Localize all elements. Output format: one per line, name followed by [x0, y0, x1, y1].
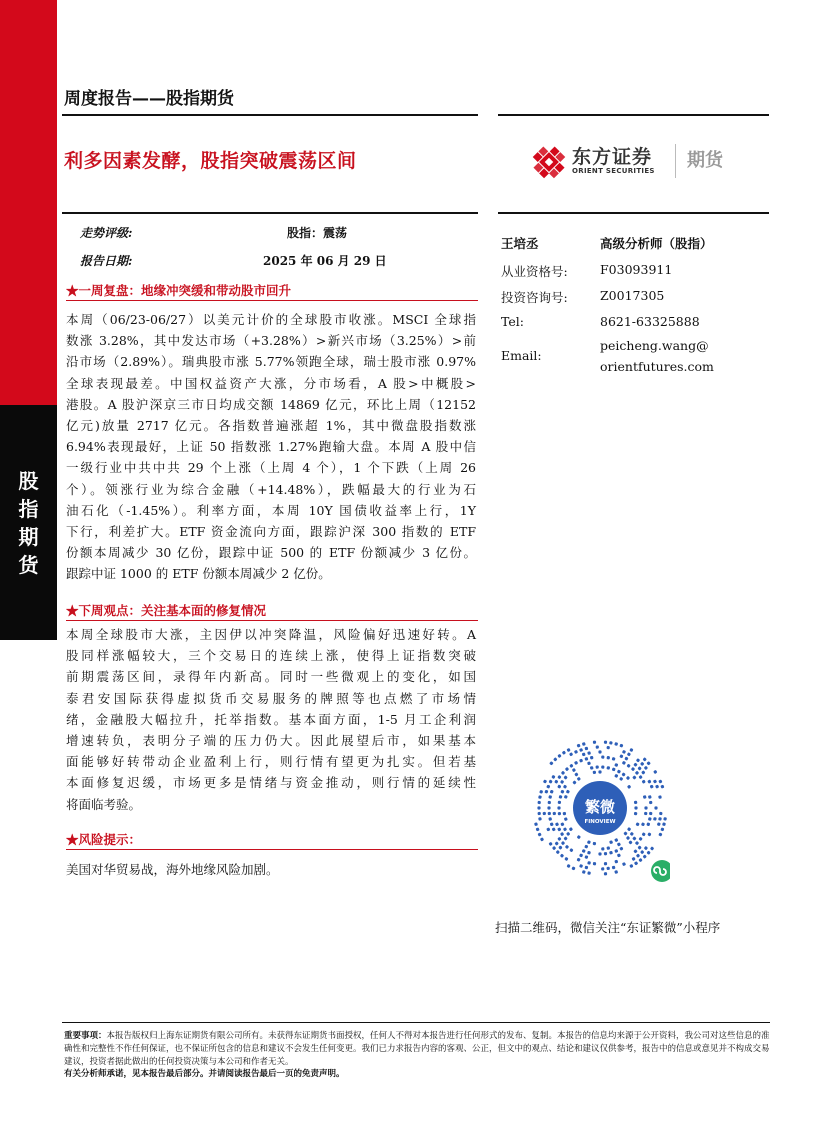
- qr-dot: [566, 832, 571, 837]
- qr-dot: [650, 846, 654, 850]
- review-title: ★一周复盘：地缘冲突缓和带动股市回升: [66, 283, 292, 298]
- qr-dot: [574, 772, 578, 776]
- qr-dot: [548, 817, 552, 821]
- qr-dot: [548, 812, 552, 816]
- qr-dot: [622, 761, 626, 765]
- qr-dot: [609, 851, 613, 855]
- qr-dot: [647, 832, 651, 836]
- qr-caption: 扫描二维码，微信关注“东证繁微”小程序: [495, 920, 721, 935]
- qr-dot: [552, 846, 557, 851]
- qr-dot: [534, 822, 538, 826]
- qr-dot: [647, 779, 651, 783]
- qr-dot: [627, 752, 631, 756]
- qr-dot: [619, 754, 623, 758]
- qr-dot: [560, 790, 564, 794]
- logo-divider: [675, 144, 676, 178]
- review-line: 份额本周减少 30 亿份，跟踪中证 500 的 ETF 份额减少 3 亿份。: [66, 545, 476, 561]
- qr-dot: [539, 790, 543, 794]
- qr-dot: [658, 817, 662, 821]
- qr-dot: [623, 831, 628, 836]
- sidebar-char: 股: [18, 468, 39, 493]
- outlook-line: 绪，金融股大幅拉升，托举指数。基本面方面，1-5 月工企利润: [66, 711, 476, 727]
- qr-dot: [619, 744, 623, 748]
- qr-dot: [632, 775, 637, 780]
- qr-dot: [548, 842, 552, 846]
- qr-dot: [584, 757, 588, 761]
- qr-dot: [577, 777, 581, 781]
- qr-dot: [557, 754, 561, 758]
- qr-dot: [641, 770, 646, 775]
- review-line: 港股。A 股沪深京三市日均成交额 14869 亿元，环比上周（12152: [66, 396, 476, 412]
- review-line: 6.94%表现最好，上证 50 指数涨 1.27%跑输大盘。本周 A 股中信: [66, 439, 476, 455]
- qr-dot: [646, 822, 650, 826]
- qr-dot: [658, 779, 662, 783]
- outlook-line: 增速转负，表明分子端的压力仍大。因此展望后市，如果基本: [66, 733, 476, 749]
- review-line: 数涨 3.28%，其中发达市场（+3.28%）>新兴市场（3.25%）>前: [66, 333, 476, 349]
- analyst-commitment-note: 有关分析师承诺，见本报告最后部分。并请阅读报告最后一页的免责声明。: [64, 1069, 345, 1079]
- outlook-line: 泰君安国际获得虚拟货币交易服务的牌照等也点燃了市场情: [66, 690, 476, 706]
- qr-dot: [590, 756, 594, 760]
- qr-dot: [629, 864, 633, 868]
- qr-dot: [538, 817, 542, 821]
- qr-dot: [596, 745, 599, 748]
- qr-dot: [587, 861, 591, 865]
- qr-dot: [557, 827, 561, 831]
- qr-dot: [601, 867, 604, 870]
- review-line: 亿元)放量 2717 亿元。各指数普遍涨超 1%，其中微盘股指数涨: [66, 418, 476, 434]
- qr-dot: [563, 785, 567, 789]
- qr-dot: [543, 779, 547, 783]
- qr-dot: [551, 775, 555, 779]
- review-line: 一级行业中共中共 29 个上涨（上周 4 个），1 个下跌（上周 26: [66, 460, 476, 476]
- qr-dot: [579, 853, 583, 857]
- outlook-line: 本面修复迟缓，市场更多是情绪与资金推动，则行情的延续性: [66, 775, 476, 791]
- qr-dot: [614, 860, 618, 864]
- outlook-title-underline: [66, 620, 478, 621]
- qr-dot: [547, 806, 550, 809]
- qr-dot: [601, 847, 604, 850]
- qr-dot: [654, 806, 657, 809]
- qr-dot: [550, 822, 554, 826]
- outlook-line: 股同样涨幅较大，三个交易日的连续上涨，使得上证指数突破: [66, 648, 476, 664]
- outlook-paragraph: [66, 624, 476, 815]
- qr-dot: [587, 761, 591, 765]
- risk-text: 美国对华贸易战，海外地缘风险加剧。: [66, 862, 279, 877]
- consult-value: Z0017305: [600, 288, 665, 303]
- sidebar-char: 指: [18, 496, 39, 521]
- review-line: 个）。领涨行业为综合金融（+14.48%），跌幅最大的行业为石: [66, 481, 476, 497]
- qr-dot: [630, 832, 635, 837]
- qr-dot: [640, 850, 645, 855]
- qr-dot: [636, 758, 640, 762]
- qr-dot: [650, 785, 654, 789]
- rating-value: 股指：震荡: [287, 226, 348, 240]
- qr-dot: [635, 771, 640, 776]
- qr-dot: [653, 779, 657, 783]
- qr-dot: [604, 862, 607, 865]
- qr-dot: [537, 806, 540, 809]
- qr-dot: [612, 757, 616, 761]
- qr-dot: [663, 817, 667, 821]
- logo-cn: 东方证券: [572, 146, 653, 168]
- qr-dot: [550, 790, 554, 794]
- qr-dot: [564, 857, 568, 861]
- qr-dot: [606, 846, 610, 850]
- qr-dot: [554, 841, 559, 846]
- review-title-underline: [66, 300, 478, 301]
- qr-dot: [565, 845, 570, 850]
- qr-dot: [604, 740, 607, 743]
- qr-dot: [577, 744, 581, 748]
- meta-rule-top: [62, 212, 478, 214]
- qr-dot: [614, 838, 618, 842]
- qr-dot: [601, 765, 604, 768]
- qr-dot: [563, 827, 567, 831]
- mini-program-code[interactable]: [530, 713, 670, 903]
- qr-dot: [579, 759, 583, 763]
- qr-dot: [626, 776, 631, 781]
- qr-dot: [606, 746, 610, 750]
- qr-dot: [660, 785, 664, 789]
- sidebar-char: 期: [18, 524, 39, 549]
- qr-dot: [566, 748, 570, 752]
- qr-dot: [595, 765, 598, 768]
- qr-dot: [601, 755, 604, 758]
- qr-dot: [612, 767, 616, 771]
- qr-dot: [619, 777, 623, 781]
- qr-dot: [614, 870, 618, 874]
- risk-title: ★风险提示：: [66, 832, 142, 847]
- qr-dot: [574, 750, 578, 754]
- qr-dot: [566, 790, 570, 794]
- qr-dot: [614, 763, 618, 767]
- qr-dot: [538, 795, 542, 799]
- qr-dot: [622, 750, 626, 754]
- qr-dot: [593, 771, 597, 775]
- qr-dot: [658, 795, 662, 799]
- footer-rule: [62, 1022, 770, 1023]
- qr-dot: [626, 764, 630, 768]
- qr-dot: [569, 827, 573, 831]
- qr-dot: [563, 812, 567, 816]
- qr-dot: [622, 862, 626, 866]
- review-line: 本周（06/23-06/27）以美元计价的全球股市收涨。MSCI 全球指: [66, 312, 476, 327]
- qr-dot: [561, 771, 566, 776]
- qr-dot: [631, 767, 636, 772]
- disclaimer-text: 本报告版权归上海东证期货有限公司所有。未获得东证期货书面授权，任何人不得对本报告进行任何形式的发布、复制。本报告的信息均来源于公开资料，我公司对这些信息的准确性和完整性不作任何保证，也不保证所包含的信息和建议不会发生任何变更。我们已力求报告内容的客观、公正，但文中的观点、结论和建议仅供参考，报告中的信息或意见并不构成交易建议，投资者据此做出的任何投资决策与本公司和作者无关。: [64, 1031, 770, 1067]
- qr-dot: [577, 858, 581, 862]
- qr-dot: [628, 840, 633, 845]
- qr-dot: [655, 785, 659, 789]
- qr-dot: [558, 845, 563, 850]
- report-type: 周度报告——股指期货: [64, 89, 234, 109]
- qr-dot: [635, 822, 639, 826]
- company-logo: [530, 140, 740, 184]
- date-value: 2025 年 06 月 29 日: [263, 254, 387, 268]
- qr-dot: [634, 861, 638, 865]
- qr-dot: [546, 827, 550, 831]
- qr-dot: [584, 845, 588, 849]
- qr-dot: [582, 742, 586, 746]
- qr-dot: [631, 857, 635, 861]
- sidebar-section-tag: [0, 405, 57, 640]
- qr-dot: [634, 806, 637, 809]
- qr-dot: [609, 840, 613, 844]
- outlook-line: 将面临考验。: [66, 796, 142, 812]
- qr-dot: [569, 752, 573, 756]
- qr-dot: [564, 795, 568, 799]
- qr-dot: [563, 775, 568, 780]
- qr-dot: [554, 780, 558, 784]
- qr-dot: [574, 761, 578, 765]
- orient-logo-icon: [530, 143, 568, 181]
- qr-dot: [614, 742, 618, 746]
- qr-dot: [606, 756, 610, 760]
- review-line: 油石化（-1.45%）。利率方面，本周 10Y 国债收益率上行，1Y: [66, 502, 476, 518]
- qr-dot: [640, 762, 645, 767]
- license-label: 从业资格号:: [501, 264, 568, 279]
- qr-dot: [635, 841, 640, 846]
- qr-dot: [548, 779, 552, 783]
- qr-dot: [579, 864, 583, 868]
- qr-dot: [557, 784, 561, 788]
- qr-dot: [633, 849, 638, 854]
- qr-dot: [660, 827, 664, 831]
- disclaimer: [64, 1030, 772, 1069]
- qr-dot: [644, 812, 648, 816]
- qr-dot: [552, 827, 556, 831]
- review-line: 全球表现最差。中国权益资产大涨，分市场看，A 股>中概股>: [66, 375, 476, 391]
- qr-dot: [543, 812, 546, 815]
- qr-dot: [637, 766, 642, 771]
- qr-dot: [561, 841, 566, 846]
- qr-code-graphic: [530, 713, 670, 903]
- qr-dot: [614, 774, 618, 778]
- qr-dot: [644, 806, 647, 809]
- review-line: 跟踪中证 1000 的 ETF 份额本周减少 2 亿份。: [66, 566, 331, 582]
- email-value-cont[interactable]: orientfutures.com: [600, 359, 714, 374]
- outlook-line: 本周全球股市大涨，主因伊以冲突降温，风险偏好迅速好转。A: [66, 627, 476, 642]
- qr-dot: [658, 832, 662, 836]
- sidebar-red-band: [0, 0, 57, 405]
- qr-dot: [584, 866, 588, 870]
- qr-dot: [653, 770, 657, 774]
- qr-dot: [587, 751, 591, 755]
- qr-dot: [627, 827, 631, 831]
- qr-dot: [648, 817, 652, 821]
- qr-dot: [659, 812, 662, 815]
- qr-dot: [558, 812, 562, 816]
- rating-label: 走势评级:: [80, 226, 133, 240]
- qr-dot: [582, 849, 586, 853]
- qr-dot: [598, 852, 601, 855]
- qr-dot: [557, 806, 560, 809]
- outlook-title: ★下周观点：关注基本面的修复情况: [66, 603, 267, 618]
- review-line: 下行，利差扩大。ETF 资金流向方面，跟踪沪深 300 指数的 ETF: [66, 524, 476, 540]
- qr-dot: [560, 780, 564, 784]
- qr-dot: [642, 757, 647, 762]
- qr-dot: [537, 801, 540, 804]
- qr-dot: [649, 812, 653, 816]
- qr-dot: [662, 822, 666, 826]
- qr-dot: [637, 845, 642, 850]
- qr-dot: [555, 822, 559, 826]
- qr-dot: [624, 756, 628, 760]
- qr-dot: [638, 858, 642, 862]
- qr-dot: [644, 846, 649, 851]
- qr-dot: [642, 832, 646, 836]
- sidebar-char: 货: [18, 552, 39, 577]
- logo-futures: 期货: [687, 150, 723, 171]
- qr-dot: [642, 780, 646, 784]
- qr-dot: [598, 750, 601, 753]
- qr-dot: [627, 785, 631, 789]
- qr-dot: [617, 769, 621, 773]
- qr-dot: [560, 853, 564, 857]
- qr-dot: [562, 750, 566, 754]
- qr-dot: [571, 866, 575, 870]
- qr-dot: [548, 795, 552, 799]
- qr-dot: [537, 832, 541, 836]
- analyst-rule-top: [498, 212, 769, 214]
- consult-label: 投资咨询号:: [501, 290, 568, 305]
- tel-value: 8621-63325888: [600, 314, 700, 329]
- qr-dot: [577, 835, 581, 839]
- qr-dot: [584, 855, 588, 859]
- logo-en: ORIENT SECURITIES: [572, 167, 655, 175]
- qr-dot: [560, 832, 564, 836]
- qr-dot: [536, 827, 540, 831]
- qr-dot: [626, 836, 631, 841]
- qr-dot: [604, 872, 607, 875]
- qr-dot: [559, 795, 563, 799]
- analyst-name: 王培丞: [501, 236, 539, 251]
- header-rule-left: [62, 114, 478, 116]
- qr-dot: [641, 822, 645, 826]
- qr-dot: [569, 848, 573, 852]
- qr-dot: [569, 764, 573, 768]
- outlook-line: 面能够好转带动企业盈利上行，则行情有望更为扎实。但若基: [66, 754, 476, 770]
- date-label: 报告日期:: [80, 254, 133, 268]
- qr-dot: [609, 741, 613, 745]
- qr-dot: [582, 870, 586, 874]
- email-value[interactable]: peicheng.wang@: [600, 338, 709, 353]
- qr-dot: [549, 761, 554, 766]
- qr-dot: [634, 801, 638, 805]
- qr-dot: [646, 850, 651, 855]
- qr-dot: [587, 871, 591, 875]
- qr-dot: [648, 795, 652, 799]
- qr-dot: [604, 852, 608, 856]
- qr-dot: [587, 840, 591, 844]
- qr-dot: [643, 795, 647, 799]
- qr-dot: [606, 867, 610, 871]
- email-label: Email:: [501, 348, 542, 363]
- qr-dot: [629, 748, 633, 752]
- qr-dot: [557, 775, 561, 779]
- qr-dot: [619, 847, 623, 851]
- qr-dot: [590, 766, 594, 770]
- mini-program-icon: [649, 858, 670, 884]
- qr-dot: [584, 747, 588, 751]
- risk-title-underline: [66, 849, 478, 850]
- qr-dot: [540, 837, 544, 841]
- qr-dot: [587, 851, 591, 855]
- qr-dot: [606, 766, 610, 770]
- qr-dot: [546, 785, 550, 789]
- qr-dot: [582, 752, 586, 756]
- review-paragraph: [66, 309, 476, 585]
- disclaimer-label: 重要事项：: [64, 1031, 107, 1041]
- qr-dot: [617, 842, 621, 846]
- qr-dot: [644, 766, 649, 771]
- qr-dot: [558, 801, 562, 805]
- qr-dot: [553, 757, 558, 762]
- qr-dot: [657, 822, 661, 826]
- qr-dot: [563, 836, 568, 841]
- analyst-title: 高级分析师（股指）: [600, 236, 713, 251]
- qr-dot: [649, 801, 653, 805]
- qr-dot: [579, 748, 583, 752]
- qr-dot: [614, 849, 618, 853]
- qr-dot: [548, 801, 552, 805]
- qr-dot: [593, 842, 597, 846]
- qr-dot: [560, 822, 564, 826]
- qr-dot: [653, 817, 657, 821]
- license-value: F03093911: [600, 262, 673, 277]
- qr-center-cn: 繁微: [584, 798, 616, 816]
- qr-dot: [634, 812, 638, 816]
- qr-dot: [636, 853, 640, 857]
- qr-dot: [621, 772, 625, 776]
- tel-label: Tel:: [501, 314, 524, 329]
- qr-dot: [565, 767, 570, 772]
- header-rule-right: [498, 114, 769, 116]
- qr-dot: [633, 762, 638, 767]
- outlook-line: 前期震荡区间，录得年内新高。同时一些微观上的变化，如国: [66, 669, 476, 685]
- review-line: 沿市场（2.89%）。瑞典股市涨 5.77%领跑全球，瑞士股市涨 0.97%: [66, 354, 476, 370]
- qr-dot: [632, 836, 637, 841]
- qr-dot: [572, 768, 576, 772]
- qr-dot: [537, 812, 540, 815]
- qr-center-en: FINOVIEW: [584, 819, 616, 825]
- qr-dot: [617, 853, 621, 857]
- qr-dot: [572, 780, 577, 785]
- qr-dot: [557, 837, 561, 841]
- qr-dot: [564, 817, 568, 821]
- qr-dot: [556, 850, 561, 855]
- qr-dot: [593, 862, 596, 865]
- qr-dot: [638, 837, 642, 841]
- headline: 利多因素发酵，股指突破震荡区间: [64, 150, 357, 172]
- qr-dot: [593, 740, 596, 743]
- qr-dot: [642, 854, 647, 859]
- qr-dot: [566, 864, 570, 868]
- qr-dot: [638, 775, 642, 779]
- qr-dot: [553, 812, 557, 816]
- qr-dot: [612, 866, 616, 870]
- qr-dot: [544, 790, 548, 794]
- qr-dot: [598, 770, 601, 773]
- qr-dot: [646, 761, 651, 766]
